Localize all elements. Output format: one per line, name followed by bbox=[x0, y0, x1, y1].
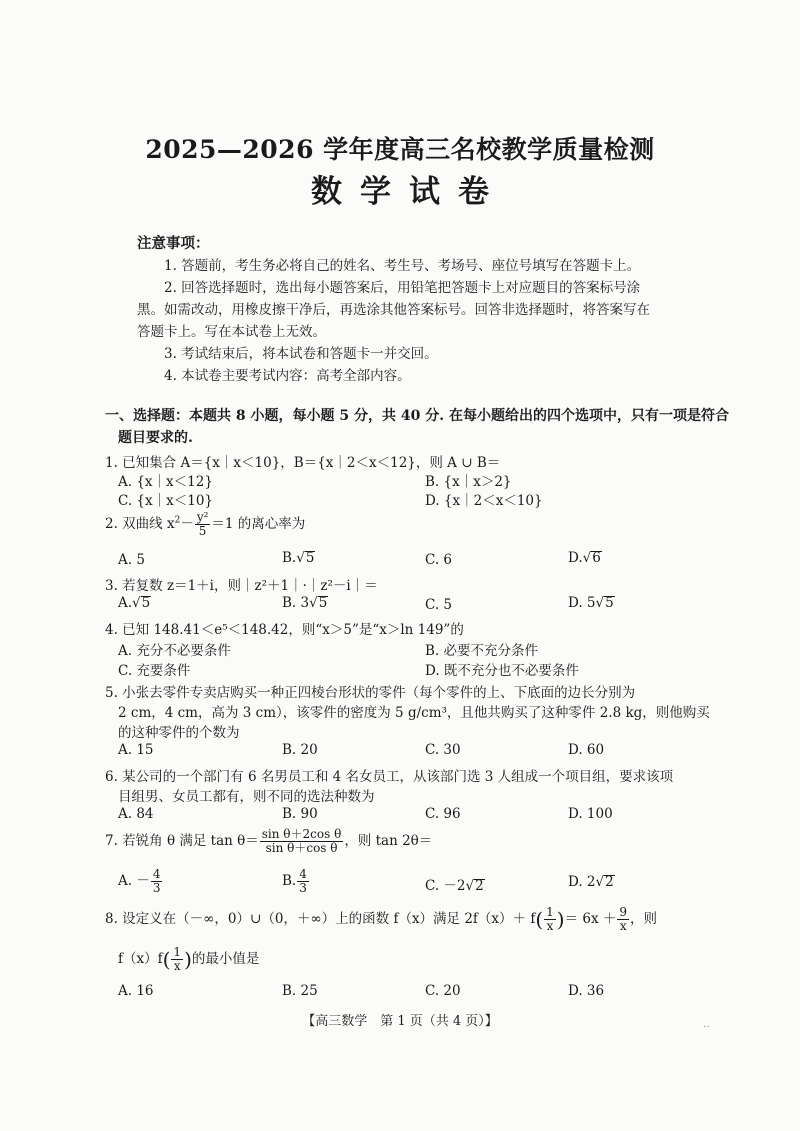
q7-frac-den: sin θ＋cos θ bbox=[265, 841, 338, 855]
q3-d-radicand: 5 bbox=[605, 595, 614, 611]
q3-a-radicand: 5 bbox=[141, 595, 151, 611]
q7-b-num: 4 bbox=[299, 867, 307, 881]
radical-sign: √ bbox=[132, 595, 141, 611]
page-footer: 【高三数学 第 1 页（共 4 页）】 bbox=[302, 1014, 498, 1029]
q7-option-c bbox=[425, 874, 485, 894]
question-3-stem: 3. 若复数 z＝1＋i，则｜z²＋1｜·｜z²－i｜＝ bbox=[105, 578, 378, 594]
q1-option-a: A. {x｜x＜12} bbox=[118, 474, 213, 490]
question-1-stem: 1. 已知集合 A＝{x｜x＜10}，B＝{x｜2＜x＜12}，则 A ∪ B＝ bbox=[105, 455, 501, 471]
paren-close: ) bbox=[184, 947, 192, 972]
q7-b-den: 3 bbox=[299, 881, 307, 895]
radical-sign: √ bbox=[582, 550, 592, 566]
q8-option-d: D. 36 bbox=[568, 983, 605, 999]
q6-option-a: A. 84 bbox=[118, 806, 154, 822]
q8-line2-a: f（x）f bbox=[118, 951, 163, 967]
q7-a-fraction bbox=[151, 868, 163, 895]
q2-option-d bbox=[568, 550, 602, 566]
q7-a-label: A. － bbox=[118, 873, 150, 889]
radical-sign: √ bbox=[309, 595, 318, 611]
section-heading-cont: 题目要求的. bbox=[118, 430, 193, 446]
question-8-line-2 bbox=[118, 946, 259, 973]
section-heading: 一、选择题：本题共 8 小题，每小题 5 分，共 40 分. 在每小题给出的四个选项中，只有一项是符合 bbox=[105, 408, 729, 424]
q6-option-d: D. 100 bbox=[568, 806, 613, 822]
q8-frac-1-num: 1 bbox=[546, 905, 554, 919]
q2-d-label: D. bbox=[568, 550, 583, 566]
q8-frac-2 bbox=[617, 906, 629, 933]
question-5-line-1: 5. 小张去零件专卖店购买一种正四棱台形状的零件（每个零件的上、下底面的边长分别为 bbox=[105, 685, 636, 701]
q5-option-c: C. 30 bbox=[425, 742, 461, 758]
paren-open: ( bbox=[162, 947, 171, 972]
q2-fraction bbox=[195, 511, 211, 538]
q5-option-b: B. 20 bbox=[282, 742, 318, 758]
q8-line2-b: 的最小值是 bbox=[191, 951, 260, 967]
q7-b-label: B. bbox=[282, 873, 297, 889]
radical-sign: √ bbox=[465, 878, 475, 894]
q8-frac-2-den: x bbox=[619, 919, 627, 933]
q5-option-d: D. 60 bbox=[568, 742, 605, 758]
q6-option-c: C. 96 bbox=[425, 806, 461, 822]
exam-subtitle: 数学试卷 bbox=[311, 174, 507, 210]
q8-frac-1 bbox=[544, 906, 556, 933]
q2-option-b bbox=[282, 550, 315, 566]
q7-d-radicand: 2 bbox=[605, 874, 614, 890]
q8-option-b: B. 25 bbox=[282, 983, 318, 999]
notice-line-2-end: 答题卡上。写在本试卷上无效。 bbox=[137, 324, 326, 340]
radical-sign: √ bbox=[595, 595, 605, 611]
q8-frac-1-den: x bbox=[546, 919, 554, 933]
notice-heading: 注意事项： bbox=[137, 235, 210, 252]
q2-pre: 2. 双曲线 x bbox=[105, 516, 175, 532]
question-4-stem: 4. 已知 148.41＜e⁵＜148.42，则“x＞5”是“x＞ln 149”的 bbox=[105, 622, 464, 638]
q3-option-c: C. 5 bbox=[425, 597, 453, 613]
q3-d-label: D. 5 bbox=[568, 595, 596, 611]
q8-option-c: C. 20 bbox=[425, 983, 461, 999]
question-6-line-1: 6. 某公司的一个部门有 6 名男员工和 4 名女员工，从该部门选 3 人组成一个项目组，要求该项 bbox=[105, 769, 674, 785]
q2-b-radicand: 5 bbox=[305, 550, 315, 566]
q3-option-d bbox=[568, 595, 615, 611]
notice-line-2: 2. 回答选择题时，选出每小题答案后，用铅笔把答题卡上对应题目的答案标号涂 bbox=[164, 280, 641, 296]
q7-c-radicand: 2 bbox=[475, 878, 484, 894]
q7-a-den: 3 bbox=[152, 881, 161, 895]
question-7-stem bbox=[105, 828, 432, 855]
radical-sign: √ bbox=[595, 874, 605, 890]
q7-b-fraction bbox=[297, 868, 309, 895]
q7-pre: 7. 若锐角 θ 满足 tan θ＝ bbox=[105, 833, 259, 849]
q2-d-radicand: 6 bbox=[592, 550, 601, 566]
q4-option-b: B. 必要不充分条件 bbox=[425, 643, 539, 659]
q7-a-num: 4 bbox=[152, 867, 161, 881]
q7-c-label: C. －2 bbox=[425, 878, 466, 894]
q7-d-label: D. 2 bbox=[568, 874, 596, 890]
q2-frac-num: y² bbox=[196, 510, 209, 524]
q1-option-c: C. {x｜x＜10} bbox=[118, 493, 214, 509]
radical-sign: √ bbox=[296, 550, 305, 566]
question-5-line-3: 的这种零件的个数为 bbox=[118, 725, 240, 741]
notice-line-1: 1. 答题前，考生务必将自己的姓名、考生号、考场号、座位号填写在答题卡上。 bbox=[164, 258, 641, 274]
q7-frac-num: sin θ＋2cos θ bbox=[261, 827, 342, 841]
q8-frac-3 bbox=[171, 946, 183, 973]
paren-open: ( bbox=[535, 907, 544, 932]
q8-frac-3-num: 1 bbox=[173, 945, 182, 959]
notice-line-2-cont: 黑。如需改动，用橡皮擦干净后，再选涂其他答案标号。回答非选择题时，将答案写在 bbox=[137, 302, 650, 318]
q2-minus: － bbox=[180, 516, 194, 532]
q4-option-a: A. 充分不必要条件 bbox=[118, 643, 231, 659]
q7-option-b bbox=[282, 868, 310, 895]
q7-option-d bbox=[568, 874, 615, 890]
question-6-line-2: 目组男、女员工都有，则不同的选法种数为 bbox=[118, 789, 375, 805]
q1-option-b: B. {x｜x＞2} bbox=[425, 474, 512, 490]
q3-option-a bbox=[118, 595, 151, 611]
q7-fraction bbox=[260, 828, 344, 855]
notice-line-4: 4. 本试卷主要考试内容：高考全部内容。 bbox=[164, 368, 411, 384]
q3-a-label: A. bbox=[118, 595, 133, 611]
q1-option-d: D. {x｜2＜x＜10} bbox=[425, 493, 543, 509]
q6-option-b: B. 90 bbox=[282, 806, 318, 822]
q4-option-c: C. 充要条件 bbox=[118, 663, 191, 679]
question-2-stem bbox=[105, 511, 305, 538]
q2-b-label: B. bbox=[282, 550, 297, 566]
question-5-line-2: 2 cm，4 cm，高为 3 cm），该零件的密度为 5 g/cm³，且他共购买了这种零件 2.8 kg，则他购买 bbox=[118, 705, 710, 721]
q8-frac-2-num: 9 bbox=[619, 905, 628, 919]
q3-b-radicand: 5 bbox=[318, 595, 328, 611]
q5-option-a: A. 15 bbox=[118, 742, 154, 758]
q3-option-b bbox=[282, 595, 328, 611]
q3-b-label: B. 3 bbox=[282, 595, 310, 611]
q7-option-a bbox=[118, 868, 163, 895]
q8-line1-c: ，则 bbox=[630, 911, 658, 927]
question-8-line-1 bbox=[105, 906, 657, 933]
q2-square: 2 bbox=[174, 515, 181, 526]
q4-option-d: D. 既不充分也不必要条件 bbox=[425, 663, 579, 679]
q8-option-a: A. 16 bbox=[118, 983, 154, 999]
q2-frac-den: 5 bbox=[198, 524, 207, 538]
q8-frac-3-den: x bbox=[173, 959, 181, 973]
q8-line1-a: 8. 设定义在（－∞，0）∪（0，＋∞）上的函数 f（x）满足 2f（x）＋ f bbox=[105, 911, 536, 927]
q2-post: ＝1 的离心率为 bbox=[211, 516, 306, 532]
q2-option-a: A. 5 bbox=[118, 552, 145, 568]
exam-title: 2025—2026 学年度高三名校教学质量检测 bbox=[145, 135, 655, 164]
q2-option-c: C. 6 bbox=[425, 552, 453, 568]
q7-post: ，则 tan 2θ＝ bbox=[344, 833, 433, 849]
footer-mark: .. bbox=[703, 1017, 710, 1030]
q8-line1-b: ＝ 6x ＋ bbox=[564, 911, 617, 927]
notice-line-3: 3. 考试结束后，将本试卷和答题卡一并交回。 bbox=[164, 346, 438, 362]
paren-close: ) bbox=[556, 907, 565, 932]
